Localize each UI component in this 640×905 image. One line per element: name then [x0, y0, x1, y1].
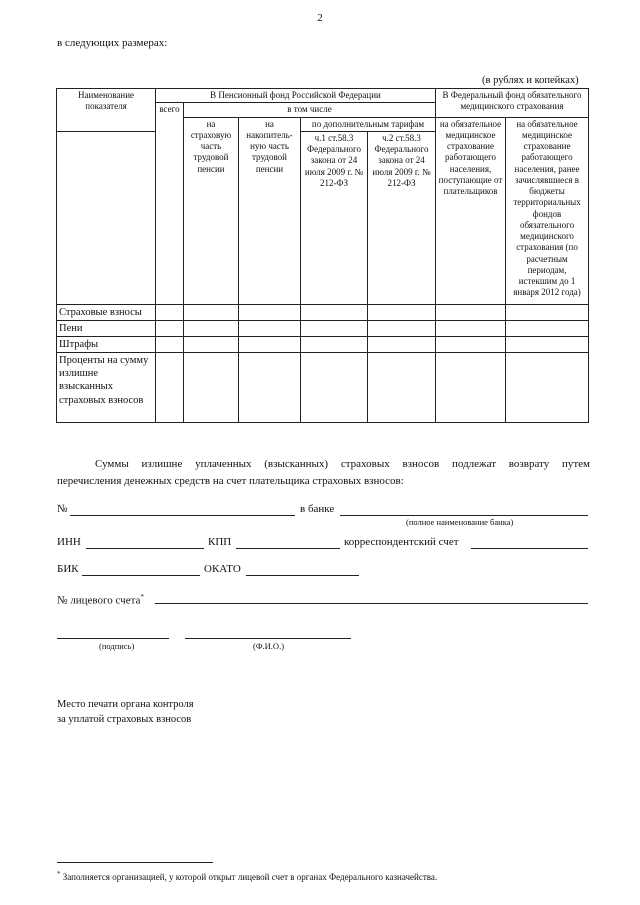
row-label-penalties: Пени: [57, 320, 156, 336]
inn-field[interactable]: [86, 548, 204, 549]
fio-caption: (Ф.И.О.): [253, 641, 285, 651]
unit-note: (в рублях и копейках): [482, 75, 579, 86]
row-label-fines: Штрафы: [57, 337, 156, 353]
inn-label: ИНН: [57, 536, 81, 548]
signature-caption: (подпись): [99, 641, 135, 651]
header-indicator-name: Наименование показателя: [57, 89, 156, 132]
page-number: 2: [317, 12, 323, 24]
return-paragraph-line1: Суммы излишне уплаченных (взысканных) страховых взносов подлежат возврату путем: [95, 458, 590, 470]
bank-label: в банке: [300, 503, 335, 515]
header-art1: ч.1 ст.58.3 Федерального закона от 24 июля 2009 г. № 212-ФЗ: [301, 131, 368, 304]
header-art2: ч.2 ст.58.3 Федерального закона от 24 июля 2009 г. № 212-ФЗ: [368, 131, 436, 304]
footnote-separator: [57, 862, 213, 863]
okato-label: ОКАТО: [204, 563, 241, 575]
header-including: в том числе: [184, 103, 436, 117]
signature-line[interactable]: [57, 638, 169, 639]
kpp-field[interactable]: [236, 548, 340, 549]
return-paragraph-line2: перечисления денежных средств на счет плательщика страховых взносов:: [57, 475, 404, 487]
header-total: всего: [156, 103, 184, 305]
bik-field[interactable]: [82, 575, 200, 576]
personal-account-field[interactable]: [155, 603, 588, 604]
header-extra-tariffs: по дополнительным тарифам: [301, 117, 436, 131]
header-funded-part: на накопитель-ную часть трудовой пенсии: [239, 117, 301, 304]
intro-text: в следующих размерах:: [57, 37, 168, 49]
account-no-label: №: [57, 503, 68, 515]
row-label-contributions: Страховые взносы: [57, 304, 156, 320]
okato-field[interactable]: [246, 575, 359, 576]
header-insurance-part: на страховую часть трудовой пенсии: [184, 117, 239, 304]
corr-account-label: корреспондентский счет: [344, 536, 459, 548]
header-oms: на обязательное медицинское страхование работающего населения, поступающие от плательщиков: [436, 117, 506, 304]
fio-line[interactable]: [185, 638, 351, 639]
header-ffoms: В Федеральный фонд обязательного медицинского страхования: [436, 89, 589, 118]
bik-label: БИК: [57, 563, 79, 575]
row-label-interest: Проценты на сумму излишне взысканных страховых взносов: [57, 353, 156, 423]
seal-line-2: за уплатой страховых взносов: [57, 714, 192, 726]
payments-table: [56, 88, 589, 423]
footnote: * Заполняется организацией, у которой открыт лицевой счет в органах Федерального казначейства.: [57, 870, 438, 882]
bank-name-field[interactable]: [340, 515, 588, 516]
seal-note: [57, 697, 194, 727]
corr-account-field[interactable]: [471, 548, 588, 549]
bank-caption: (полное наименование банка): [406, 517, 514, 527]
header-oms-territorial: на обязательное медицинское страхование работающего населения, ранее зачислявшиеся в бюджеты территориальных фондов обязательного медицинского страхования (по расчетным периодам, истекшим до 1 января 2012 года): [506, 117, 589, 304]
personal-account-label: № лицевого счета*: [57, 593, 144, 607]
seal-line-1: Место печати органа контроля: [57, 699, 194, 710]
header-article-1: [57, 131, 156, 304]
header-pfr: В Пенсионный фонд Российской Федерации: [156, 89, 436, 103]
account-no-field[interactable]: [70, 515, 295, 516]
kpp-label: КПП: [208, 536, 232, 548]
